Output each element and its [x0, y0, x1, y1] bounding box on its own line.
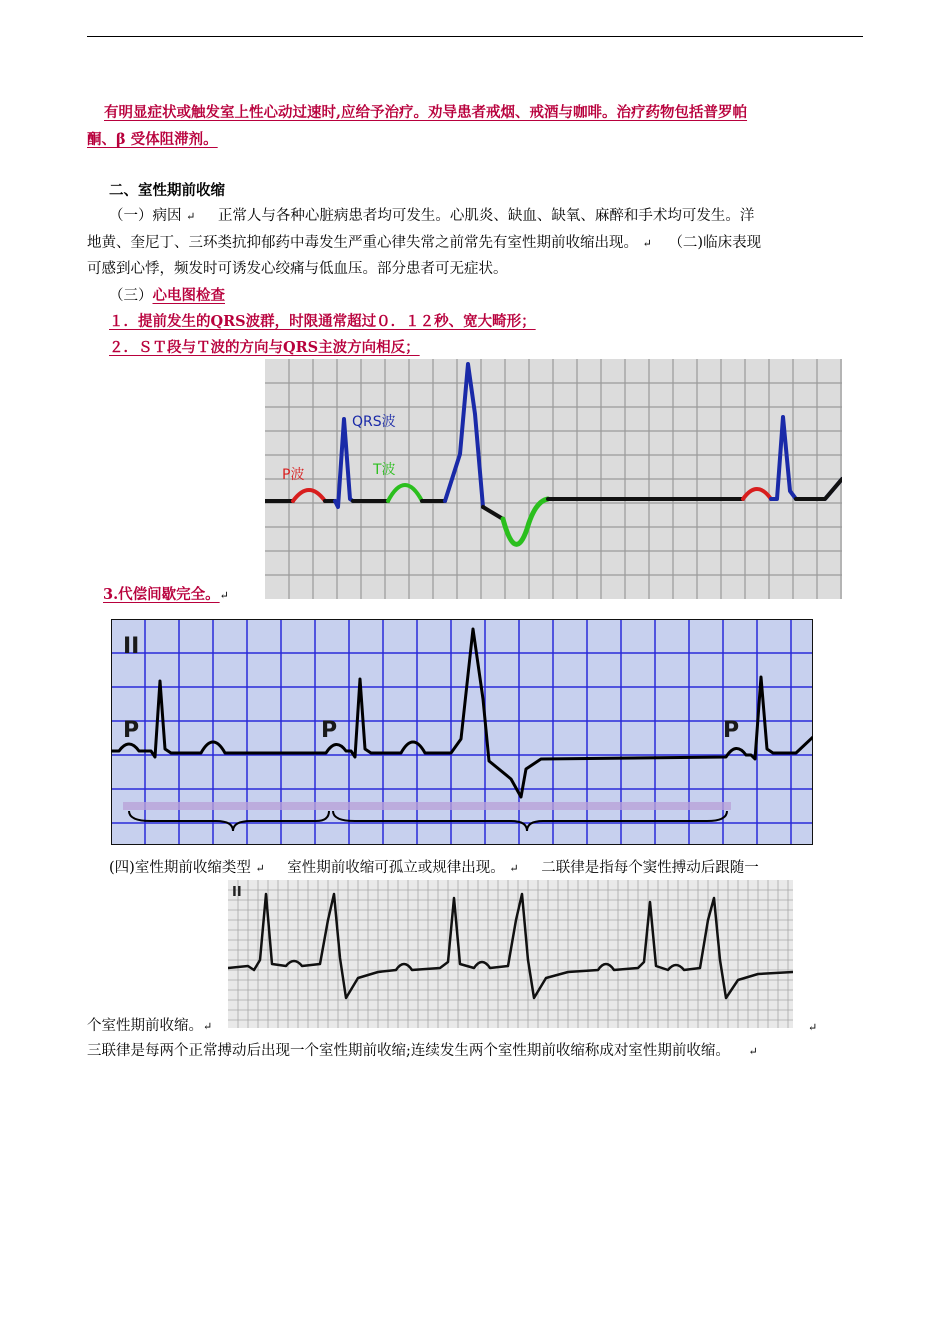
fig3-lead-label: II: [232, 885, 242, 900]
fig1-p-label: P波: [282, 467, 305, 483]
ecg-point-2: ２．ＳＴ段与Ｔ波的方向与QRS主波方向相反；: [109, 339, 420, 356]
ecg-point-3-line: [103, 585, 229, 606]
types-heading: (四)室性期前收缩类型: [109, 860, 251, 876]
fig2-p-label-1: P: [123, 718, 140, 743]
fig2-lead-label: II: [123, 634, 140, 659]
types-text: 室性期前收缩可孤立或规律出现。: [287, 860, 505, 876]
paragraph-mark-icon: ↵: [748, 1045, 758, 1058]
ecg-figure-1: [265, 359, 842, 599]
bigeminy-text: 二联律是指每个窦性搏动后跟随一: [541, 860, 759, 876]
types-line-2: [87, 1016, 212, 1037]
intro-line-2: 酮、β 受体阻滞剂。: [87, 131, 218, 148]
paragraph-mark-icon: ↵: [186, 210, 196, 223]
fig1-qrs-label: QRS波: [352, 414, 396, 430]
fig2-p-label-3: P: [723, 718, 740, 743]
intro-line-1: 有明显症状或触发室上性心动过速时,应给予治疗。劝导患者戒烟、戒酒与咖啡。治疗药物包括普罗帕: [104, 104, 748, 121]
cause-heading: （一）病因: [109, 208, 182, 224]
paragraph-mark-icon: ↵: [808, 1021, 818, 1034]
section-title: 二、室性期前收缩: [109, 182, 225, 199]
cause-text-2: 地黄、奎尼丁、三环类抗抑郁药中毒发生严重心律失常之前常先有室性期前收缩出现。: [87, 235, 638, 251]
cause-text: 正常人与各种心脏病患者均可发生。心肌炎、缺血、缺氧、麻醉和手术均可发生。洋: [217, 208, 755, 224]
ecg-point-3: 3.代偿间歇完全。: [103, 586, 220, 603]
top-rule: [87, 36, 863, 37]
ecg-figure-2: [111, 619, 813, 845]
trigeminy-text: 三联律是每两个正常搏动后出现一个室性期前收缩;连续发生两个室性期前收缩称成对室性期前收缩。: [87, 1043, 730, 1059]
paragraph-mark-icon: ↵: [219, 589, 229, 602]
clinical-heading: （二)临床表现: [668, 235, 762, 251]
paragraph-mark-icon: ↵: [203, 1020, 213, 1033]
paragraph-mark-icon: ↵: [642, 237, 652, 250]
fig2-interval-band: [123, 802, 731, 810]
bigeminy-text-2: 个室性期前收缩。: [87, 1018, 203, 1034]
ecg-heading-line: [109, 286, 225, 306]
ecg-figure-3: [228, 880, 793, 1028]
paragraph-mark-icon: ↵: [255, 862, 265, 875]
cause-line-2: [87, 233, 761, 254]
ecg-heading: 心电图检查: [152, 287, 225, 304]
ecg-heading-prefix: （三）: [109, 288, 153, 304]
cause-line-1: [109, 206, 754, 227]
fig2-p-label-2: P: [321, 718, 338, 743]
types-line-1: [109, 858, 759, 879]
types-line-3: [87, 1041, 758, 1062]
fig1-t-label: T波: [373, 462, 396, 478]
paragraph-mark-icon: ↵: [509, 862, 519, 875]
ecg-point-1: １．提前发生的QRS波群，时限通常超过０．１２秒、宽大畸形；: [109, 313, 536, 330]
clinical-line: 可感到心悸，频发时可诱发心绞痛与低血压。部分患者可无症状。: [87, 261, 508, 277]
